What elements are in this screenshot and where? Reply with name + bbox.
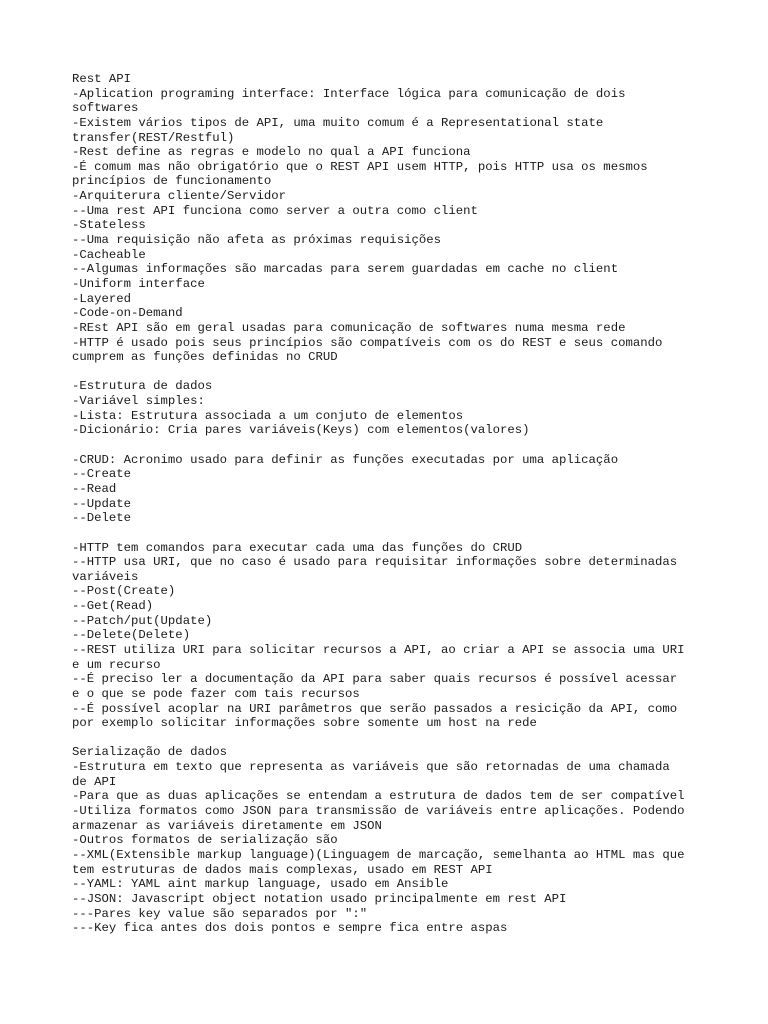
text-line: cumprem as funções definidas no CRUD (72, 350, 338, 365)
text-line: --É preciso ler a documentação da API para saber quais recursos é possível acessar (72, 672, 678, 687)
text-line: --Algumas informações são marcadas para serem guardadas em cache no client (72, 262, 619, 277)
text-line: de API (72, 774, 117, 789)
text-line: Rest API (72, 72, 132, 86)
text-line: --Delete (72, 511, 132, 526)
text-line: -Utiliza formatos como JSON para transmissão de variáveis entre aplicações. Podendo (72, 804, 685, 819)
text-line: -Uniform interface (72, 276, 205, 291)
text-line: -CRUD: Acronimo usado para definir as funções executadas por uma aplicação (72, 452, 619, 467)
text-line: --Uma requisição não afeta as próximas requisições (72, 233, 441, 248)
text-line: --Delete(Delete) (72, 628, 191, 643)
text-line: -Variável simples: (72, 394, 205, 409)
text-line: -Outros formatos de serialização são (72, 833, 338, 848)
text-line: --Get(Read) (72, 599, 154, 614)
text-line: --Patch/put(Update) (72, 613, 213, 628)
text-line: --YAML: YAML aint markup language, usado em Ansible (72, 877, 449, 892)
text-line: -REst API são em geral usadas para comunicação de softwares numa mesma rede (72, 320, 626, 335)
text-line: -Dicionário: Cria pares variáveis(Keys) com elementos(valores) (72, 423, 530, 438)
text-line: --É possível acoplar na URI parâmetros que serão passados a resicição da API, como (72, 701, 678, 716)
text-line: variáveis (72, 569, 139, 584)
text-line: -Lista: Estrutura associada a um conjuto de elementos (72, 408, 464, 423)
text-line: -Cacheable (72, 247, 146, 262)
text-line: -HTTP tem comandos para executar cada uma das funções do CRUD (72, 540, 523, 555)
text-line: -HTTP é usado pois seus princípios são compatíveis com os do REST e seus comando (72, 335, 663, 350)
document-page (72, 72, 712, 936)
text-line: -Stateless (72, 218, 146, 233)
text-line: -Layered (72, 291, 132, 306)
text-line: princípios de funcionamento (72, 174, 272, 189)
blank-line (72, 365, 712, 380)
text-line: -Existem vários tipos de API, uma muito comum é a Representational state (72, 115, 604, 130)
text-line: ---Pares key value são separados por ":" (72, 906, 368, 921)
text-line: -Rest define as regras e modelo no qual a API funciona (72, 145, 471, 160)
text-line: tem estruturas de dados mais complexas, usado em REST API (72, 862, 493, 877)
text-line: softwares (72, 101, 139, 116)
text-line: -É comum mas não obrigatório que o REST API usem HTTP, pois HTTP usa os mesmos (72, 159, 648, 174)
text-line: --REST utiliza URI para solicitar recursos a API, ao criar a API se associa uma URI (72, 642, 685, 657)
text-line: armazenar as variáveis diretamente em JSON (72, 818, 382, 833)
text-line: -Estrutura de dados (72, 379, 213, 394)
blank-line (72, 526, 712, 541)
text-line: --Update (72, 496, 132, 511)
blank-line (72, 731, 712, 746)
blank-line (72, 438, 712, 453)
text-line: e um recurso (72, 657, 161, 672)
text-line: --HTTP usa URI, que no caso é usado para requisitar informações sobre determinadas (72, 555, 678, 570)
text-line: -Arquiterura cliente/Servidor (72, 189, 287, 204)
text-line: --Uma rest API funciona como server a outra como client (72, 203, 478, 218)
text-line: -Para que as duas aplicações se entendam a estrutura de dados tem de ser compatível (72, 789, 685, 804)
text-line: --XML(Extensible markup language)(Linguagem de marcação, semelhanta ao HTML mas que (72, 847, 685, 862)
text-line: Serialização de dados (72, 745, 227, 760)
text-line: --Read (72, 481, 117, 496)
text-line: -Estrutura em texto que representa as variáveis que são retornadas de uma chamada (72, 760, 670, 775)
text-line: --Create (72, 467, 132, 482)
text-line: por exemplo solicitar informações sobre somente um host na rede (72, 716, 537, 731)
text-line: -Aplication programing interface: Interface lógica para comunicação de dois (72, 86, 626, 101)
text-line: --Post(Create) (72, 584, 176, 599)
text-line: e o que se pode fazer com tais recursos (72, 686, 360, 701)
text-line: ---Key fica antes dos dois pontos e sempre fica entre aspas (72, 921, 508, 936)
text-line: -Code-on-Demand (72, 306, 183, 321)
text-line: --JSON: Javascript object notation usado principalmente em rest API (72, 891, 567, 906)
text-line: transfer(REST/Restful) (72, 130, 235, 145)
